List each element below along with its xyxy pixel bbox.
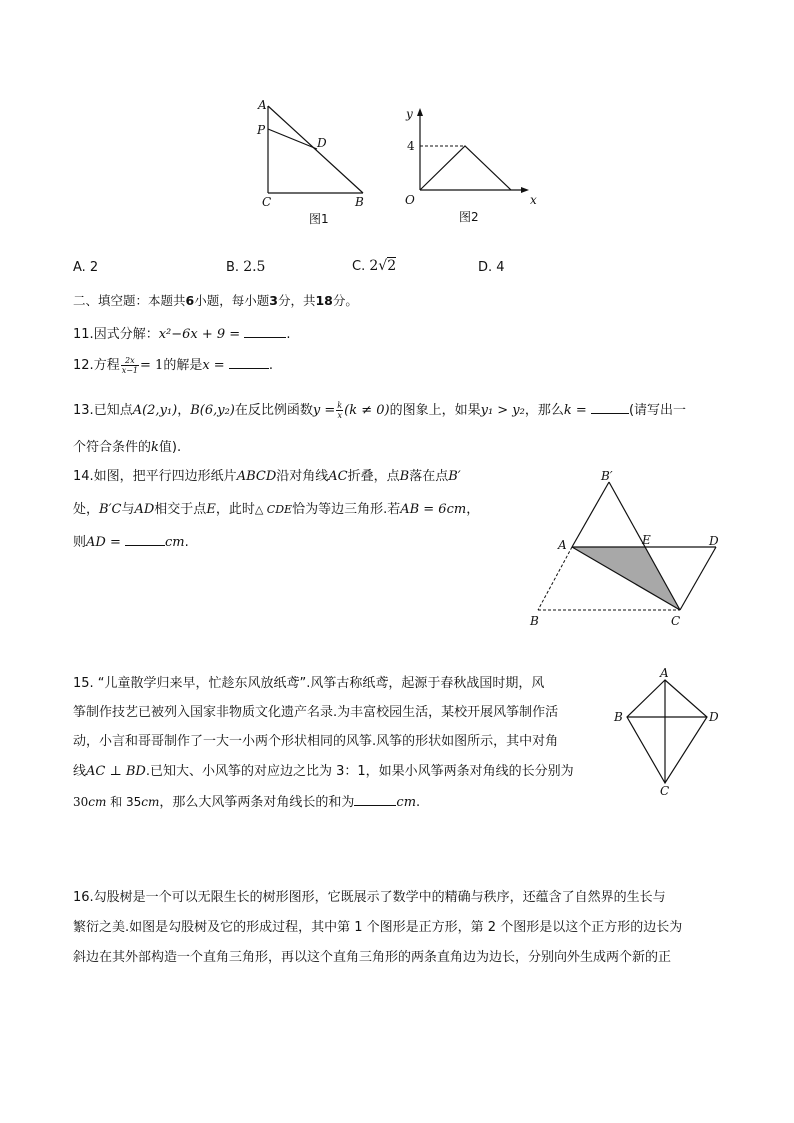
option-b-value: 2.5 bbox=[243, 259, 266, 275]
q12-fraction bbox=[121, 356, 139, 375]
q13-inequality: y₁ > y₂ bbox=[480, 403, 525, 418]
q14-l2-i: 恰为等边三角形.若 bbox=[292, 502, 401, 517]
q15-l5-g: . bbox=[416, 795, 421, 810]
option-a: A. 2 bbox=[73, 260, 99, 275]
question-12 bbox=[73, 354, 273, 375]
section-2-mid1: 小题，每小题 bbox=[194, 293, 270, 308]
q14-l2-a: 处， bbox=[73, 502, 100, 517]
q14-l2-b: B′C bbox=[99, 502, 122, 517]
kite-label-a: A bbox=[660, 666, 669, 680]
fig14-side-abp bbox=[572, 482, 609, 547]
option-b-prefix: B. bbox=[226, 260, 240, 275]
kite-outline bbox=[627, 680, 707, 783]
fig1-label-d: D bbox=[317, 136, 327, 150]
q14-l1-b: ABCD bbox=[236, 469, 277, 484]
q15-l4-c: .已知大、小风筝的对应边之比为 3：1，如果小风筝两条对角线的长分别为 bbox=[145, 764, 574, 779]
fig1-label-a: A bbox=[258, 98, 267, 112]
q13-l2-t2: 值). bbox=[158, 440, 182, 455]
question-15-line-2: 筝制作技艺已被列入国家非物质文化遗产名录.为丰富校园生活，某校开展风筝制作活 bbox=[73, 705, 559, 720]
section-2-n1: 6 bbox=[185, 293, 195, 308]
question-14-line-2 bbox=[73, 498, 479, 517]
q15-l5-f: cm bbox=[396, 795, 417, 810]
q14-l3-d: . bbox=[184, 535, 189, 550]
kite-label-c: C bbox=[660, 784, 670, 798]
q13-k: k = bbox=[563, 403, 587, 418]
q11-expression: x²−6x + 9 = bbox=[158, 327, 241, 342]
q14-l1-g: 落在点 bbox=[409, 469, 449, 484]
q14-l3-b: AD = bbox=[86, 535, 121, 550]
q15-l5-e: ，那么大风筝两条对角线长的和为 bbox=[159, 795, 355, 810]
question-11 bbox=[73, 323, 290, 342]
q14-l1-c: 沿对角线 bbox=[276, 469, 329, 484]
fig2-label-y: y bbox=[406, 107, 413, 121]
q14-l2-e: 相交于点 bbox=[154, 502, 207, 517]
kite-label-b: B bbox=[614, 710, 623, 724]
q12-fraction-den: x−1 bbox=[121, 366, 139, 375]
q13-point-a: A(2,y₁) bbox=[132, 403, 178, 418]
section-2-n2: 3 bbox=[269, 293, 278, 308]
q14-l1-f: B bbox=[399, 469, 410, 484]
fig2-label-o: O bbox=[405, 193, 415, 207]
figure-2 bbox=[398, 100, 548, 230]
question-15-line-3: 动，小言和哥哥制作了一大一小两个形状相同的风筝.风筝的形状如图所示，其中对角 bbox=[73, 734, 559, 749]
q13-fraction-num: k bbox=[337, 401, 343, 410]
question-15-line-1: 15. “儿童散学归来早，忙趁东风放纸鸢”.风筝古称纸鸢，起源于春秋战国时期，风 bbox=[73, 676, 545, 691]
question-16-line-3: 斜边在其外部构造一个直角三角形，再以这个直角三角形的两条直角边为边长，分别向外生成两个新的正 bbox=[73, 950, 672, 965]
section-2-mid2: 分，共 bbox=[277, 293, 316, 308]
q14-l1-e: 折叠，点 bbox=[347, 469, 400, 484]
q13-y: y = bbox=[312, 403, 336, 418]
question-13-line-1 bbox=[73, 399, 686, 420]
fig14-label-a: A bbox=[558, 538, 567, 552]
fig2-graph bbox=[420, 146, 511, 190]
q13-t1: 已知点 bbox=[93, 403, 133, 418]
q15-l5-a: 30 bbox=[73, 795, 89, 809]
q12-number: 12. bbox=[73, 358, 94, 373]
q11-number: 11. bbox=[73, 327, 94, 342]
q13-t5: ，那么 bbox=[524, 403, 564, 418]
q13-t4: 的图象上，如果 bbox=[389, 403, 481, 418]
q14-answer-blank[interactable] bbox=[125, 533, 165, 546]
q15-l4-b: AC ⊥ BD bbox=[86, 764, 146, 779]
q12-text2: 的解是 bbox=[163, 358, 203, 373]
q11-answer-blank[interactable] bbox=[244, 325, 286, 338]
q13-point-b: B(6,y₂) bbox=[190, 403, 235, 418]
fig2-y-arrow bbox=[417, 108, 423, 116]
q13-t2: ， bbox=[177, 403, 191, 418]
option-c-prefix: C. bbox=[352, 259, 366, 274]
q13-l2-t1: 个符合条件的 bbox=[73, 440, 152, 455]
q13-number: 13. bbox=[73, 403, 94, 418]
q13-fraction-den: x bbox=[337, 411, 342, 420]
q13-t3: 在反比例函数 bbox=[234, 403, 313, 418]
question-16-line-1: 16.勾股树是一个可以无限生长的树形图形，它既展示了数学中的精确与秩序，还蕴含了自然界的生长与 bbox=[73, 890, 666, 905]
fig14-side-dc bbox=[680, 547, 716, 610]
option-b bbox=[226, 259, 265, 275]
fig2-label-x: x bbox=[530, 193, 537, 207]
fig14-label-b: B bbox=[530, 614, 539, 628]
q12-eq: = 1 bbox=[140, 358, 164, 373]
question-14-line-1 bbox=[73, 465, 461, 484]
kite-label-d: D bbox=[709, 710, 719, 724]
q14-l1-a: 14.如图，把平行四边形纸片 bbox=[73, 469, 237, 484]
fig2-label-4: 4 bbox=[407, 139, 415, 153]
q13-fraction bbox=[336, 401, 343, 420]
fig1-caption: 图1 bbox=[309, 212, 329, 226]
q14-l2-d: AD bbox=[134, 502, 155, 517]
fig1-label-b: B bbox=[355, 195, 364, 209]
question-16-line-2: 繁衍之美.如图是勾股树及它的形成过程，其中第 1 个图形是正方形，第 2 个图形是以这个正方形的边长为 bbox=[73, 920, 683, 935]
fig14-label-e: E bbox=[642, 533, 651, 547]
fig14-label-c: C bbox=[671, 614, 681, 628]
option-d: D. 4 bbox=[478, 260, 505, 275]
option-c-coef: 2 bbox=[369, 258, 379, 274]
q13-t6: (请写出一 bbox=[628, 403, 687, 418]
figure-1 bbox=[250, 96, 375, 231]
figure-15-kite bbox=[608, 665, 728, 800]
fig1-segment-pd bbox=[268, 129, 317, 149]
question-14-line-3 bbox=[73, 531, 189, 550]
q14-l2-g: ，此时 bbox=[215, 502, 255, 517]
q14-l1-d: AC bbox=[328, 469, 348, 484]
section-2-end: 分。 bbox=[332, 293, 358, 308]
q14-l2-c: 与 bbox=[121, 502, 135, 517]
figure-14 bbox=[525, 465, 730, 630]
q11-end: . bbox=[286, 327, 291, 342]
q11-text: 因式分解： bbox=[93, 327, 159, 342]
q14-l3-a: 则 bbox=[73, 535, 87, 550]
fig1-label-p: P bbox=[257, 123, 266, 137]
q14-l2-f: E bbox=[206, 502, 216, 517]
q13-l2-k: k bbox=[151, 440, 159, 455]
q15-l5-b: cm bbox=[88, 795, 107, 809]
question-13-line-2 bbox=[73, 436, 181, 455]
section-2-n3: 18 bbox=[315, 293, 333, 308]
q14-l1-h: B′ bbox=[448, 469, 461, 484]
q14-l2-k: ， bbox=[466, 502, 480, 517]
q12-end: . bbox=[268, 358, 273, 373]
q15-l5-c: 和 35 bbox=[106, 795, 142, 809]
q12-fraction-num: 2x bbox=[121, 356, 139, 366]
q12-text1: 方程 bbox=[93, 358, 120, 373]
question-15-line-5 bbox=[73, 791, 420, 810]
q14-l3-c: cm bbox=[165, 535, 185, 550]
section-2-header bbox=[73, 291, 358, 309]
q15-answer-blank[interactable] bbox=[354, 793, 396, 806]
q13-answer-blank[interactable] bbox=[591, 401, 629, 414]
fig2-x-arrow bbox=[521, 187, 529, 193]
q12-answer-blank[interactable] bbox=[229, 356, 269, 369]
q12-var: x = bbox=[202, 358, 225, 373]
q14-l2-h: △ CDE bbox=[254, 503, 293, 516]
question-15-line-4 bbox=[73, 760, 574, 779]
q15-l5-d: cm bbox=[141, 795, 160, 809]
fig1-label-c: C bbox=[262, 195, 272, 209]
fig1-side-ab bbox=[268, 106, 363, 193]
fig14-label-bp: B′ bbox=[601, 469, 613, 483]
q15-l4-a: 线 bbox=[73, 764, 87, 779]
option-c-radicand: 2 bbox=[387, 258, 397, 274]
fig2-caption: 图2 bbox=[459, 210, 479, 224]
option-c bbox=[352, 258, 396, 274]
section-2-prefix: 二、填空题：本题共 bbox=[73, 293, 186, 308]
fig14-label-d: D bbox=[709, 534, 719, 548]
q13-condition: (k ≠ 0) bbox=[344, 403, 390, 418]
fig14-dashed-ab bbox=[538, 547, 572, 610]
q14-l2-j: AB = 6cm bbox=[400, 502, 467, 517]
sqrt-sign: √ bbox=[378, 258, 388, 274]
